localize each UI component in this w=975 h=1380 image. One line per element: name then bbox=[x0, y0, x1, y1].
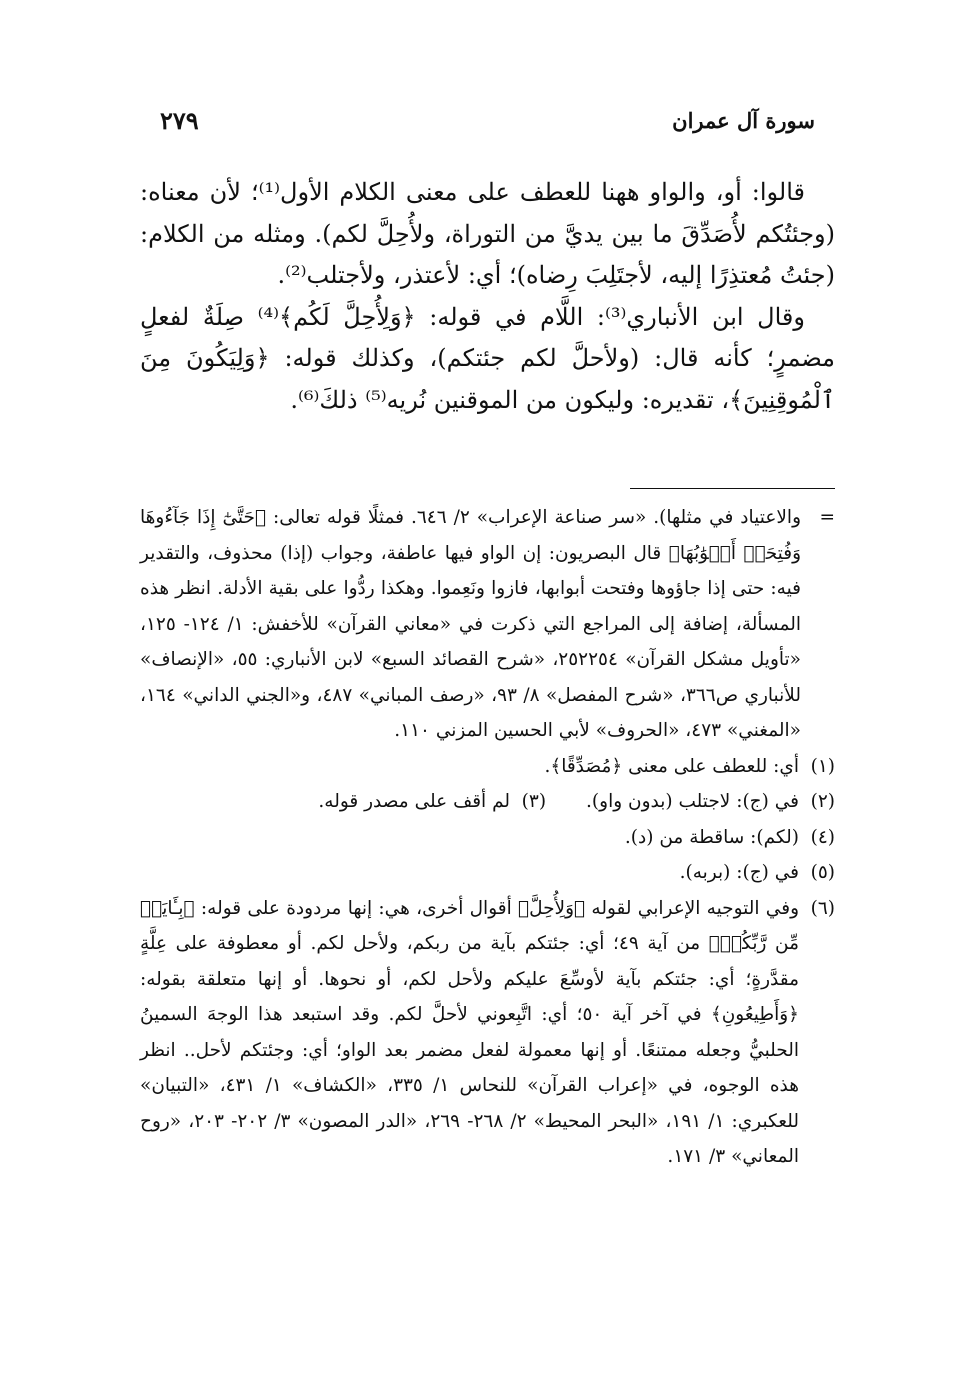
footnote-1 bbox=[140, 749, 835, 785]
main-text bbox=[140, 172, 835, 421]
page-header bbox=[160, 100, 815, 140]
surah-title: سورة آل عمران bbox=[672, 107, 815, 133]
page-number: ٢٧٩ bbox=[160, 105, 199, 135]
footnotes bbox=[140, 500, 835, 1175]
footnote-number: (٤) bbox=[810, 826, 835, 848]
footnote-number: (٦) bbox=[810, 897, 835, 919]
footnote-text: أي: للعطف على معنى ﴿مُصَدِّقًا﴾. bbox=[544, 755, 799, 777]
footnote-text: وفي التوجيه الإعرابي لقوله ﴿وَلِأُحِلَّ﴾ أقوال أخرى، هي: إنها مردودة على قوله: ﴿بِـَٔايَةٖ مِّن رَّبِّكُمۡ﴾ من آية ٤٩؛ أي: جئتكم بآية من ربكم، ولأحل لكم. أو معطوفة على عِلَّةٍ مقدَّرةٍ؛ أي: جئتكم بآية لأوسِّعَ عليكم ولأحل لكم، أو نحوها. أو إنها متعلقة بقوله: ﴿وَأَطِيعُونِ﴾ في آخر آية ٥٠؛ أي: اتَّبِعوني لأحلَّ لكم. وقد استبعد هذا الوجهَ السمينُ الحلبيُّ وجعله ممتنعًا. أو إنها معمولة لفعل مضمر بعد الواو؛ أي: وجئتكم لأحل.. انظر هذه الوجوه، في «إعراب القرآن» للنحاس ١/ ٣٣٥، «الكشاف» ١/ ٤٣١، «التبيان» للعكبري: ١/ ١٩١، «البحر المحيط» ٢/ ٢٦٨- ٢٦٩، «الدر المصون» ٣/ ٢٠٢- ٢٠٣، «روح المعاني» ٣/ ١٧١. bbox=[140, 897, 799, 1167]
footnote-4 bbox=[140, 820, 835, 856]
footnote-text: في (ج): (بربه). bbox=[679, 862, 799, 883]
footnote-text: لم أقف على مصدر قوله. bbox=[318, 791, 511, 812]
footnote-number: (١) bbox=[810, 755, 835, 777]
footnote-divider bbox=[630, 488, 835, 489]
continuation-text: والاعتياد في مثلها). «سر صناعة الإعراب» ٢/ ٦٤٦. فمثلًا قوله تعالى: ﴿حَتَّىٰٓ إِذَا جَآءُوهَا وَفُتِحَتۡ أَبۡوَٰبُهَا﴾ قال البصريون: إن الواو فيها عاطفة، وجواب (إذا) محذوف، والتقدير فيه: حتى إذا جاؤوها وفتحت أبوابها، فازوا ونَعِموا. وهكذا ردُّوا على بقية الأدلة. انظر هذه المسألة، إضافة إلى المراجع التي ذكرت في «معاني القرآن» للأخفش: ١/ ١٢٤- ١٢٥، «تأويل مشكل القرآن» ٢٥٢٢٥٤، «شرح القصائد السبع» لابن الأنباري: ٥٥، «الإنصاف» للأنباري ص٣٦٦، «شرح المفصل» ٨/ ٩٣، «رصف المباني» ٤٨٧، و«الجني الداني» ١٦٤، «المغني» ٤٧٣، «الحروف» لأبي الحسين المزني ١١٠. bbox=[140, 507, 801, 741]
footnote-number: (٣) bbox=[521, 791, 547, 812]
main-paragraph-2: وقال ابن الأنباري⁽³⁾: اللَّام في قوله: ﴿وَلِأُحِلَّ لَكُم﴾⁽⁴⁾ صِلَةٌ لفعلٍ مضمرٍ؛ كأنه قال: (ولأحلَّ لكم جئتكم)، وكذلك قوله: ﴿وَلِيَكُونَ مِنَ ٱلْمُوقِنِينَ﴾، تقديره: وليكون من الموقنين نُريه⁽⁵⁾ ذلكَ⁽⁶⁾. bbox=[140, 302, 835, 414]
main-paragraph-1: قالوا: أو، والواو ههنا للعطف على معنى الكلام الأول⁽¹⁾؛ لأن معناه: (وجئتُكم لأُصَدِّقَ ما بين يديَّ من التوراة، ولأُحِلَّ لكم). ومثله من الكلام: (جئتُ مُعتذِرًا إليه، لأجتَلِبَ رِضاه)؛ أي: لأعتذر، ولأجتلب⁽²⁾. bbox=[140, 178, 835, 289]
footnote-text: في (ج): لاجتلب (بدون واو). bbox=[586, 791, 799, 812]
footnote-2 bbox=[586, 784, 835, 820]
footnote-continuation bbox=[140, 500, 835, 749]
footnote-number: (٥) bbox=[810, 862, 835, 883]
footnote-number: (٢) bbox=[810, 791, 835, 812]
continuation-marker: = bbox=[819, 507, 835, 528]
footnote-row-2-3 bbox=[140, 784, 835, 820]
footnote-text: (لكم): ساقطة من (د). bbox=[624, 826, 799, 848]
footnote-5 bbox=[140, 855, 835, 891]
footnote-6 bbox=[140, 891, 835, 1175]
footnote-3 bbox=[318, 784, 546, 820]
